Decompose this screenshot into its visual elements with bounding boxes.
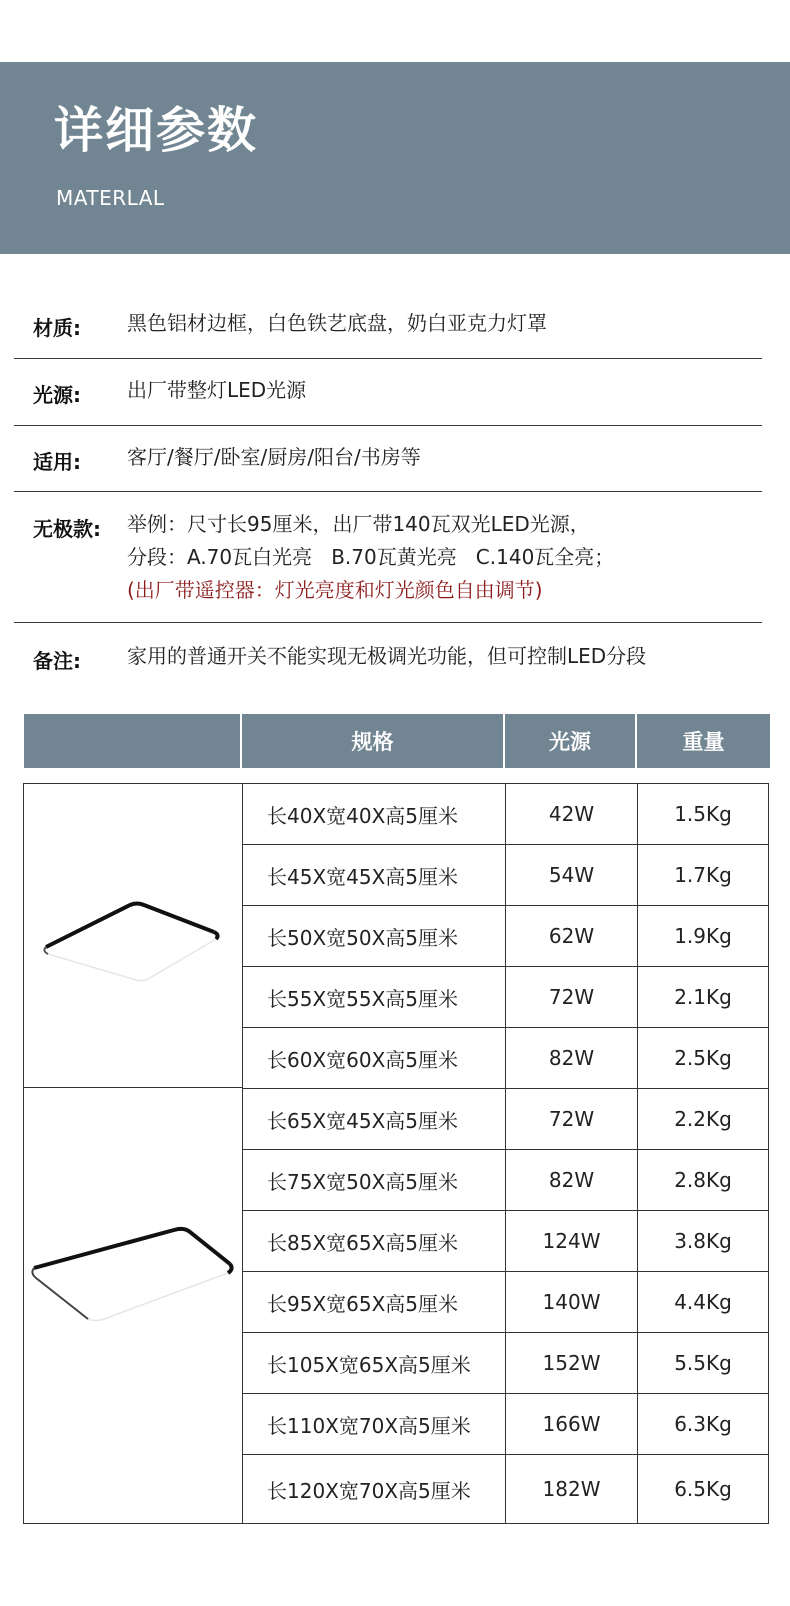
weight-cell: 2.5Kg bbox=[674, 1046, 732, 1070]
table-row bbox=[242, 1394, 768, 1455]
product-group-rectangular bbox=[24, 1088, 242, 1524]
power-cell: 140W bbox=[506, 1272, 638, 1332]
param-row-light-source bbox=[14, 359, 762, 426]
weight-cell: 6.3Kg bbox=[674, 1412, 732, 1436]
power-cell: 72W bbox=[506, 967, 638, 1027]
power-cell: 82W bbox=[506, 1028, 638, 1088]
param-label: 适用: bbox=[33, 450, 81, 474]
weight-cell: 1.5Kg bbox=[674, 802, 732, 826]
power-cell: 72W bbox=[506, 1089, 638, 1149]
param-value bbox=[127, 441, 421, 474]
header-power: 光源 bbox=[505, 714, 637, 768]
weight-cell: 3.8Kg bbox=[674, 1229, 732, 1253]
table-row bbox=[242, 1089, 768, 1150]
table-row bbox=[242, 1211, 768, 1272]
param-value-line: 举例：尺寸长95厘米，出厂带140瓦双光LED光源， bbox=[127, 512, 590, 536]
param-value-line-highlight: (出厂带遥控器：灯光亮度和灯光颜色自由调节) bbox=[127, 578, 543, 602]
table-row bbox=[242, 1333, 768, 1394]
weight-cell: 6.5Kg bbox=[674, 1477, 732, 1501]
param-row-note bbox=[14, 623, 762, 689]
spec-cell: 长45X宽45X高5厘米 bbox=[243, 845, 506, 905]
param-label: 备注: bbox=[33, 649, 81, 673]
spec-cell: 长65X宽45X高5厘米 bbox=[243, 1089, 506, 1149]
spec-cell: 长120X宽70X高5厘米 bbox=[243, 1455, 506, 1523]
table-row bbox=[242, 784, 768, 845]
table-row bbox=[242, 1272, 768, 1333]
page-title: 详细参数 bbox=[54, 102, 259, 159]
header-banner bbox=[0, 62, 790, 254]
weight-cell: 5.5Kg bbox=[674, 1351, 732, 1375]
spec-cell: 长40X宽40X高5厘米 bbox=[243, 784, 506, 844]
power-cell: 54W bbox=[506, 845, 638, 905]
spec-cell: 长60X宽60X高5厘米 bbox=[243, 1028, 506, 1088]
weight-cell: 1.9Kg bbox=[674, 924, 732, 948]
power-cell: 82W bbox=[506, 1150, 638, 1210]
parameter-list bbox=[14, 300, 762, 689]
page-subtitle: MATERLAL bbox=[56, 186, 165, 210]
spec-cell: 长105X宽65X高5厘米 bbox=[243, 1333, 506, 1393]
spec-cell: 长50X宽50X高5厘米 bbox=[243, 906, 506, 966]
param-value bbox=[127, 307, 547, 340]
spec-cell: 长110X宽70X高5厘米 bbox=[243, 1394, 506, 1454]
weight-cell: 2.2Kg bbox=[674, 1107, 732, 1131]
weight-cell: 4.4Kg bbox=[674, 1290, 732, 1314]
table-row bbox=[242, 1455, 768, 1523]
spec-cell: 长95X宽65X高5厘米 bbox=[243, 1272, 506, 1332]
param-label: 无极款: bbox=[33, 517, 101, 541]
power-cell: 62W bbox=[506, 906, 638, 966]
param-row-stepless bbox=[14, 492, 762, 623]
weight-cell: 2.8Kg bbox=[674, 1168, 732, 1192]
param-value bbox=[127, 640, 646, 673]
weight-cell: 1.7Kg bbox=[674, 863, 732, 887]
param-value-line: 客厅/餐厅/卧室/厨房/阳台/书房等 bbox=[127, 445, 421, 469]
power-cell: 152W bbox=[506, 1333, 638, 1393]
spec-cell: 长85X宽65X高5厘米 bbox=[243, 1211, 506, 1271]
spec-table-header bbox=[24, 714, 770, 768]
power-cell: 182W bbox=[506, 1455, 638, 1523]
param-value-line: 出厂带整灯LED光源 bbox=[127, 378, 307, 402]
square-ceiling-light-icon bbox=[24, 784, 242, 1088]
param-value bbox=[127, 374, 306, 407]
param-value-line: 黑色铝材边框，白色铁艺底盘，奶白亚克力灯罩 bbox=[127, 311, 547, 335]
header-weight: 重量 bbox=[682, 730, 725, 754]
param-row-usage bbox=[14, 426, 762, 492]
header-image-col bbox=[24, 714, 242, 768]
rectangular-ceiling-light-icon bbox=[24, 1088, 242, 1524]
param-value-line: 家用的普通开关不能实现无极调光功能，但可控制LED分段 bbox=[127, 644, 647, 668]
table-row bbox=[242, 1028, 768, 1089]
table-row bbox=[242, 845, 768, 906]
param-label: 材质: bbox=[33, 316, 81, 340]
spec-cell: 长55X宽55X高5厘米 bbox=[243, 967, 506, 1027]
weight-cell: 2.1Kg bbox=[674, 985, 732, 1009]
power-cell: 166W bbox=[506, 1394, 638, 1454]
param-row-material bbox=[14, 300, 762, 359]
product-group-square bbox=[24, 784, 242, 1088]
header-spec: 规格 bbox=[242, 714, 505, 768]
spec-table-body bbox=[23, 783, 769, 1524]
power-cell: 124W bbox=[506, 1211, 638, 1271]
param-label: 光源: bbox=[33, 383, 81, 407]
spec-cell: 长75X宽50X高5厘米 bbox=[243, 1150, 506, 1210]
table-row bbox=[242, 967, 768, 1028]
param-value-line: 分段：A.70瓦白光亮 B.70瓦黄光亮 C.140瓦全亮； bbox=[127, 545, 615, 569]
table-row bbox=[242, 1150, 768, 1211]
table-row bbox=[242, 906, 768, 967]
param-value bbox=[127, 508, 614, 607]
power-cell: 42W bbox=[506, 784, 638, 844]
